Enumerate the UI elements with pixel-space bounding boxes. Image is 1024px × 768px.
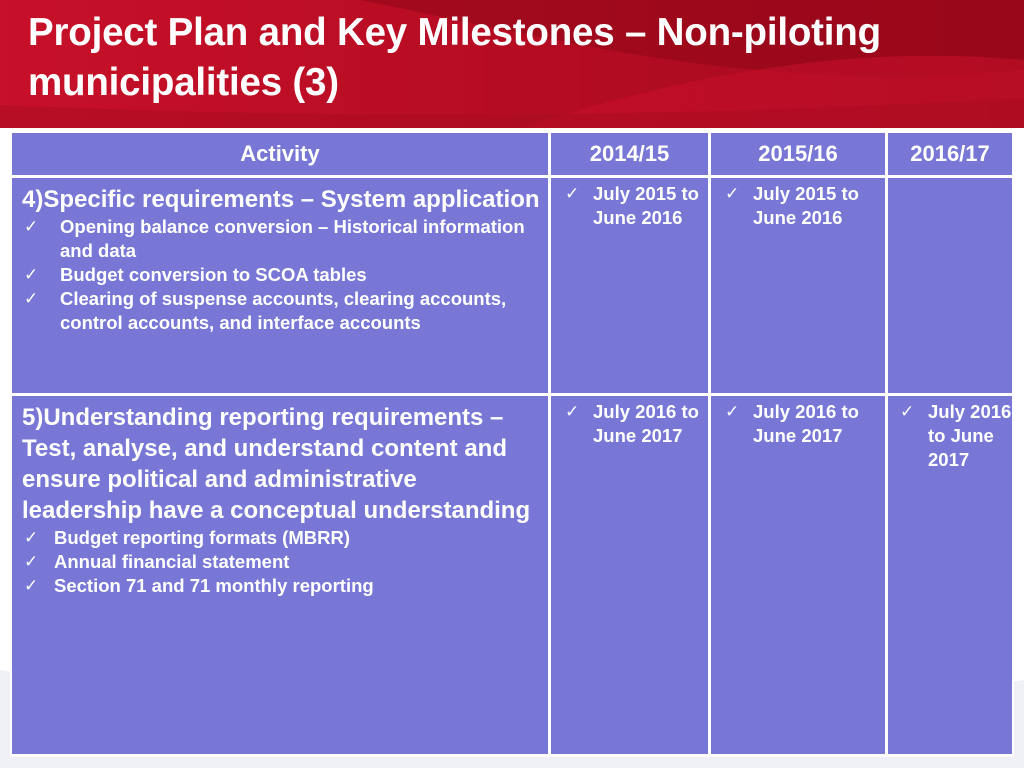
table-row-activity <box>12 178 548 393</box>
list-item: ✓ Clearing of suspense accounts, clearing accounts, control accounts, and interface accounts <box>24 288 507 333</box>
milestones-table <box>10 131 1014 757</box>
check-icon: ✓ <box>565 402 580 421</box>
period-entry: ✓ July 2016 to June 2017 <box>725 401 859 446</box>
activity-title: 5)Understanding reporting requirements – Test, analyse, and understand content and ensure political and administrative leadership have a conceptual understanding <box>22 404 531 524</box>
header-2016-17: 2016/17 <box>888 133 1012 175</box>
header-activity: Activity <box>12 133 548 175</box>
check-icon: ✓ <box>24 552 39 571</box>
check-icon: ✓ <box>24 217 39 236</box>
table-cell-2014-15 <box>551 396 708 754</box>
period-entry: ✓ July 2015 to June 2016 <box>565 183 699 228</box>
check-icon: ✓ <box>24 576 39 595</box>
header-2015-16: 2015/16 <box>711 133 885 175</box>
table-cell-2014-15 <box>551 178 708 393</box>
activity-title: 4)Specific requirements – System application <box>22 186 540 213</box>
table-cell-2016-17 <box>888 396 1012 754</box>
check-icon: ✓ <box>725 402 740 421</box>
check-icon: ✓ <box>24 289 39 308</box>
activity-bullets <box>22 215 540 335</box>
list-item: ✓ Section 71 and 71 monthly reporting <box>24 575 374 596</box>
check-icon: ✓ <box>565 184 580 203</box>
list-item: ✓ Annual financial statement <box>24 551 290 572</box>
table-cell-2015-16 <box>711 396 885 754</box>
period-entry: ✓ July 2015 to June 2016 <box>725 183 859 228</box>
period-entry: ✓ July 2016 to June 2017 <box>900 401 1012 470</box>
check-icon: ✓ <box>900 402 915 421</box>
check-icon: ✓ <box>24 528 39 547</box>
page-title: Project Plan and Key Milestones – Non-piloting municipalities (3) <box>28 11 881 104</box>
list-item: ✓ Opening balance conversion – Historical information and data <box>24 216 525 261</box>
list-item: ✓ Budget conversion to SCOA tables <box>24 264 367 285</box>
table-row-activity <box>12 396 548 754</box>
list-item: ✓ Budget reporting formats (MBRR) <box>24 527 350 548</box>
check-icon: ✓ <box>24 265 39 284</box>
period-entry: ✓ July 2016 to June 2017 <box>565 401 699 446</box>
title-banner <box>0 0 1024 128</box>
check-icon: ✓ <box>725 184 740 203</box>
table-cell-2015-16 <box>711 178 885 393</box>
header-2014-15: 2014/15 <box>551 133 708 175</box>
activity-bullets <box>22 526 540 598</box>
table-cell-2016-17 <box>888 178 1012 393</box>
